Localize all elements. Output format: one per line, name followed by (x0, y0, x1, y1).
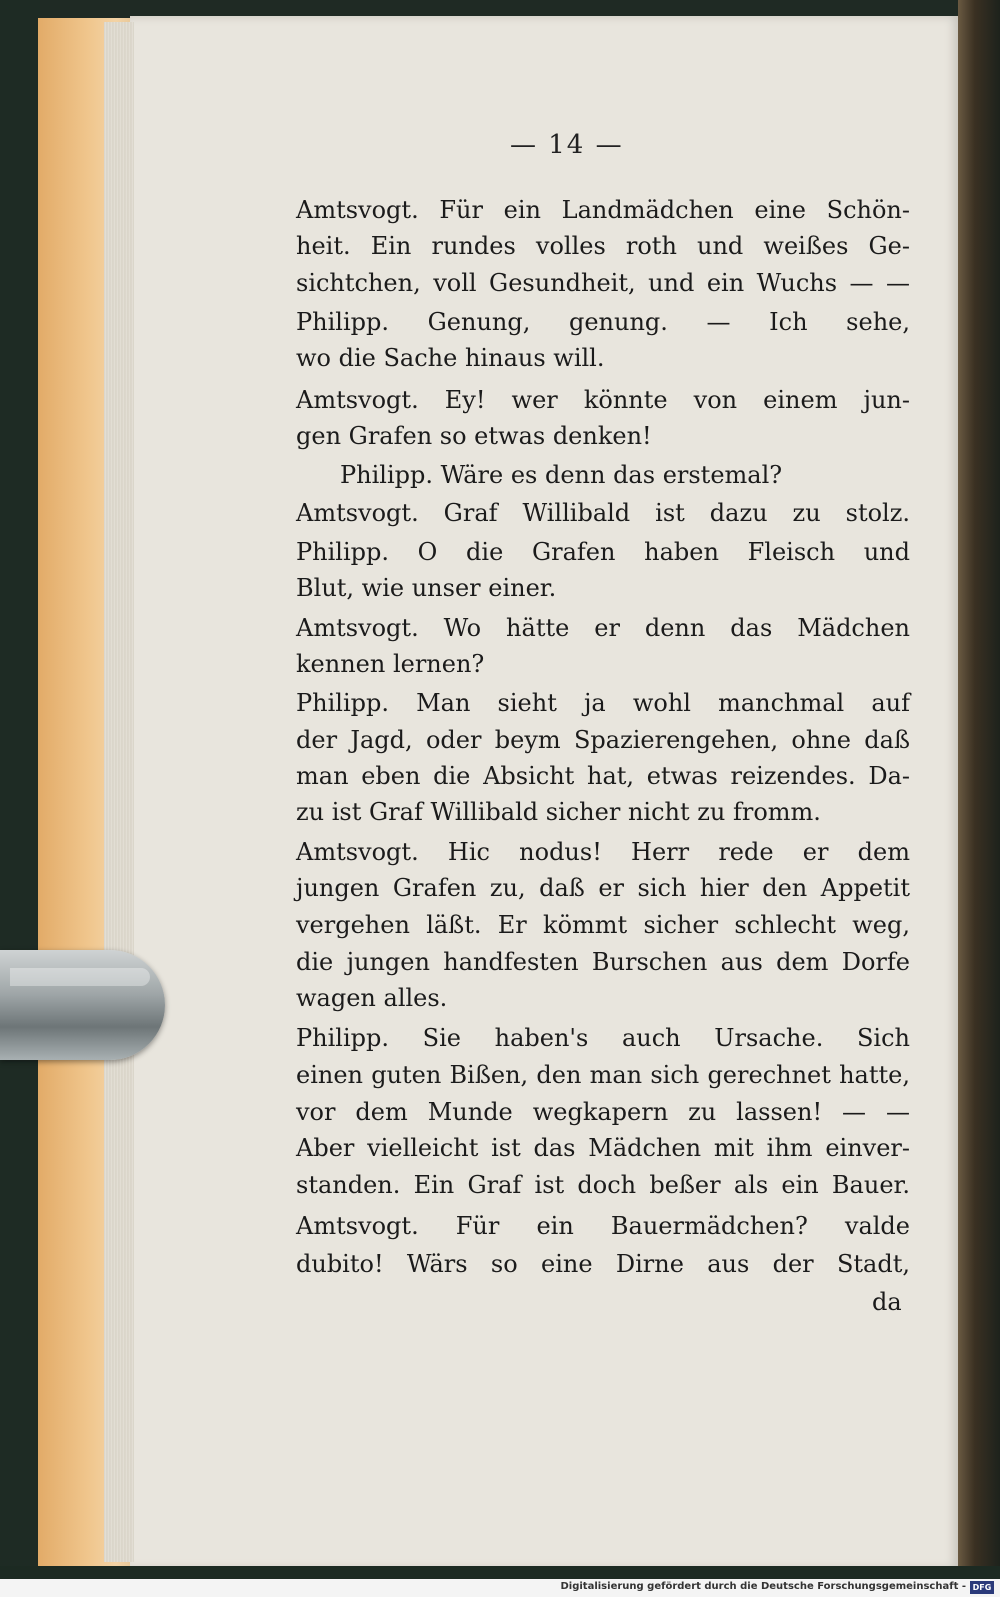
scan-left-border (0, 0, 40, 1597)
text-line: Amtsvogt. Hic nodus! Herr rede er dem (296, 838, 910, 866)
text-line: Philipp. Man sieht ja wohl manchmal auf (296, 689, 910, 717)
page-number: — 14 — (510, 130, 624, 160)
text-line: Amtsvogt. Ey! wer könnte von einem jun- (296, 386, 910, 414)
text-line: Philipp. O die Grafen haben Fleisch und (296, 538, 910, 566)
text-line: wagen alles. (296, 984, 448, 1012)
text-line: man eben die Absicht hat, etwas reizendes. Da- (296, 762, 910, 790)
text-line: heit. Ein rundes volles roth und weißes Ge- (296, 232, 910, 260)
text-line: standen. Ein Graf ist doch beßer als ein Bauer. (296, 1171, 910, 1199)
text-line: Philipp. Genung, genung. — Ich sehe, (296, 308, 910, 336)
page-holder-clip (0, 950, 165, 1060)
text-line: Amtsvogt. Graf Willibald ist dazu zu stolz. (296, 499, 910, 527)
text-line: kennen lernen? (296, 650, 485, 678)
text-line: zu ist Graf Willibald sicher nicht zu fromm. (296, 798, 821, 826)
text-line: gen Grafen so etwas denken! (296, 422, 652, 450)
clip-highlight (10, 968, 150, 986)
funding-footer: Digitalisierung gefördert durch die Deutsche Forschungsgemeinschaft - (560, 1581, 966, 1592)
text-line: wo die Sache hinaus will. (296, 344, 605, 372)
dfg-logo: DFG (970, 1581, 994, 1594)
catchword: da (872, 1288, 902, 1316)
text-line: vor dem Munde wegkapern zu lassen! — — (296, 1098, 910, 1126)
text-line: vergehen läßt. Er kömmt sicher schlecht weg, (296, 911, 910, 939)
text-line: der Jagd, oder beym Spazierengehen, ohne daß (296, 726, 910, 754)
text-line: dubito! Wärs so eine Dirne aus der Stadt, (296, 1250, 910, 1278)
page-stack-edge (104, 22, 134, 1562)
text-line: die jungen handfesten Burschen aus dem Dorfe (296, 948, 910, 976)
text-line: Blut, wie unser einer. (296, 574, 557, 602)
text-line: Amtsvogt. Für ein Landmädchen eine Schön- (296, 196, 910, 224)
text-line: Amtsvogt. Wo hätte er denn das Mädchen (296, 614, 910, 642)
text-line: sichtchen, voll Gesundheit, und ein Wuchs — — (296, 269, 910, 297)
book-spine-shadow (958, 0, 1000, 1597)
text-line: Philipp. Wäre es denn das erstemal? (340, 461, 783, 489)
text-line: einen guten Bißen, den man sich gerechnet hatte, (296, 1061, 910, 1089)
text-line: Amtsvogt. Für ein Bauermädchen? valde (296, 1212, 910, 1240)
text-line: jungen Grafen zu, daß er sich hier den Appetit (296, 874, 910, 902)
text-line: Philipp. Sie haben's auch Ursache. Sich (296, 1024, 910, 1052)
text-line: Aber vielleicht ist das Mädchen mit ihm einver- (296, 1134, 910, 1162)
